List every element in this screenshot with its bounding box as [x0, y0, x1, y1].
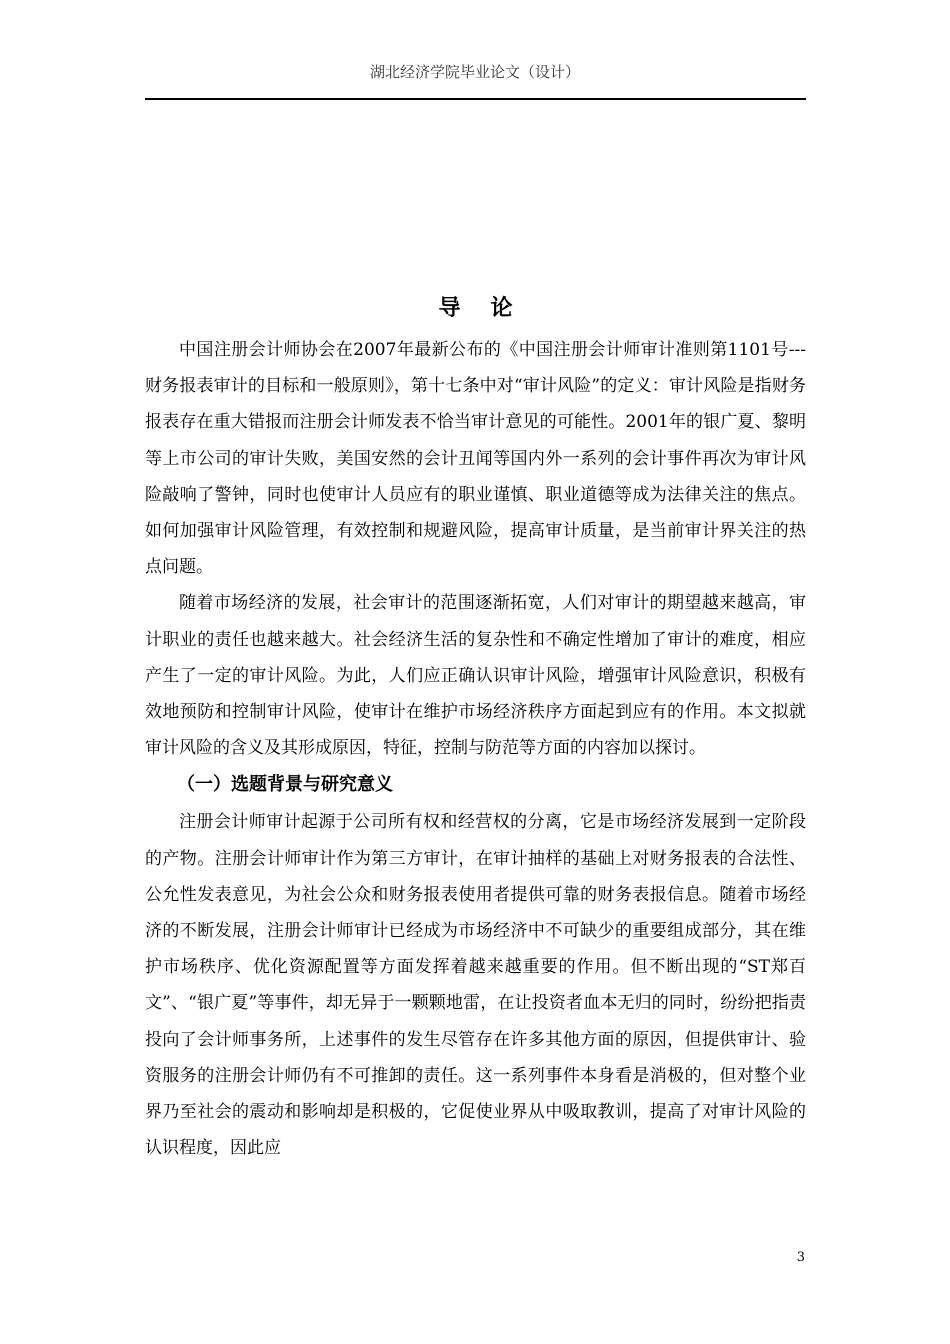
- section-heading: （一）选题背景与研究意义: [177, 774, 393, 796]
- intro-paragraph-1: 中国注册会计师协会在2007年最新公布的《中国注册会计师审计准则第1101号---财务报表审计的目标和一般原则》，第十七条中对“审计风险”的定义：审计风险是指财务报表存在重大错报而注册会计师发表不恰当审计意见的可能性。2001年的银广夏、黎明等上市公司的审计失败，美国安然的会计丑闻等国内外一系列的会计事件再次为审计风险敲响了警钟，同时也使审计人员应有的职业谨慎、职业道德等成为法律关注的焦点。如何加强审计风险管理，有效控制和规避风险，提高审计质量，是当前审计界关注的热点问题。: [145, 340, 806, 578]
- document-body: [145, 286, 806, 1166]
- section-paragraph: 注册会计师审计起源于公司所有权和经营权的分离，它是市场经济发展到一定阶段的产物。注册会计师审计作为第三方审计，在审计抽样的基础上对财务报表的合法性、公允性发表意见，为社会公众和财务报表使用者提供可靠的财务表报信息。随着市场经济的不断发展，注册会计师审计已经成为市场经济中不可缺少的重要组成部分，其在维护市场秩序、优化资源配置等方面发挥着越来越重要的作用。但不断出现的“ST郑百文”、“银广夏”等事件，却无异于一颗颗地雷，在让投资者血本无归的同时，纷纷把指责投向了会计师事务所，上述事件的发生尽管存在许多其他方面的原因，但提供审计、验资服务的注册会计师仍有不可推卸的责任。这一系列事件本身看是消极的，但对整个业界乃至社会的震动和影响却是积极的，它促使业界从中吸取教训，提高了对审计风险的认识程度，因此应: [145, 812, 806, 1159]
- intro-paragraph-2: 随着市场经济的发展，社会审计的范围逐渐拓宽，人们对审计的期望越来越高，审计职业的责任也越来越大。社会经济生活的复杂性和不确定性增加了审计的难度，相应产生了一定的审计风险。为此，人们应正确认识审计风险，增强审计风险意识，积极有效地预防和控制审计风险，使审计在维护市场经济秩序方面起到应有的作用。本文拟就审计风险的含义及其形成原因，特征，控制与防范等方面的内容加以探讨。: [145, 593, 806, 759]
- chapter-title: 导论: [438, 296, 543, 321]
- page-number: 3: [796, 1250, 805, 1265]
- page-header-title: 湖北经济学院毕业论文（设计）: [369, 63, 580, 81]
- header-divider: [145, 98, 806, 100]
